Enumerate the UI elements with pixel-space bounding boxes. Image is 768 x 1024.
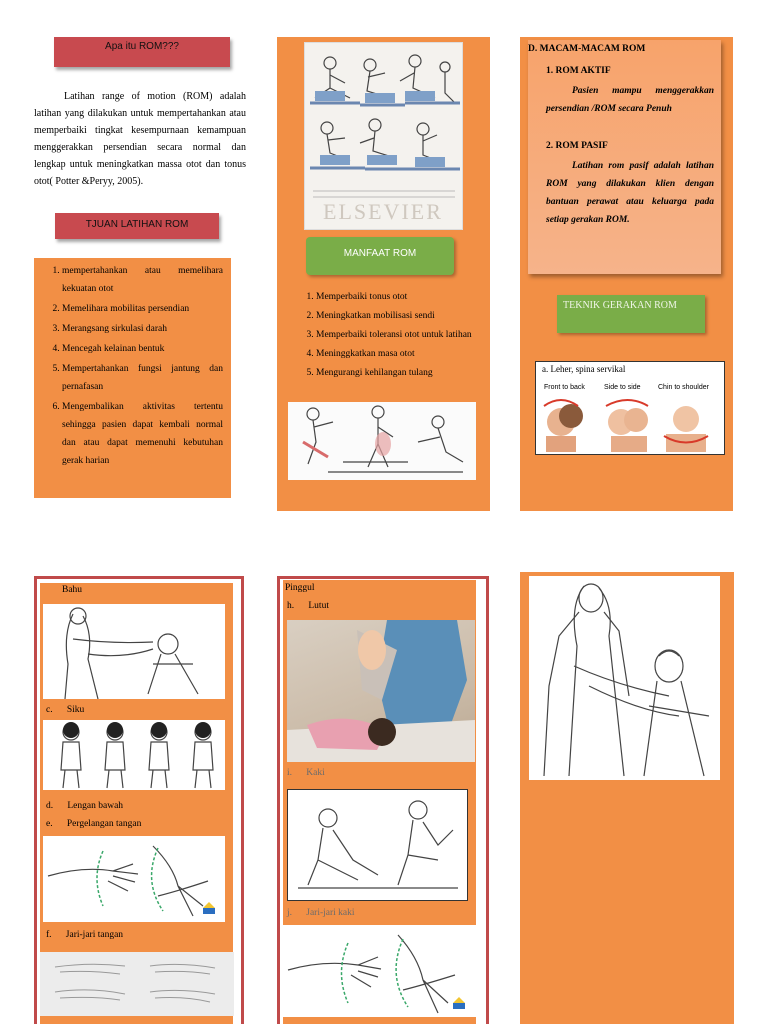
title-box-manfaat <box>306 237 454 275</box>
list-item: 5. Mempertahankan fungsi jantung dan pernafasan <box>62 360 223 396</box>
title-box-tujuan <box>55 213 219 239</box>
list-item: 6. Mengembalikan aktivitas tertentu sehingga pasien dapat kembali normal dan atau dapat memenuhi kebutuhan gerak harian <box>62 398 223 470</box>
list-item: 3. Merangsang sirkulasi darah <box>62 320 223 338</box>
rom-pasif-title: 2. ROM PASIF <box>546 141 608 151</box>
leher-label: a. Leher, spina servikal <box>542 364 626 374</box>
lutut-photo <box>287 620 475 762</box>
jari-kaki-illustration <box>283 925 476 1017</box>
rom-definition-text: Latihan range of motion (ROM) adalah latihan yang dilakukan untuk mempertahankan atau memperbaiki tingkat kesempurnaan kemampuan menggerakkan persendian secara normal dan lengkap untuk meningkatkan massa otot dan tonus otot( Potter &Peryy, 2005). <box>34 91 246 187</box>
list-item: 1. mempertahankan atau memelihara kekuatan otot <box>62 262 223 298</box>
manfaat-title: MANFAAT ROM <box>343 248 417 259</box>
rom-aktif-text: Pasien mampu menggerakkan persendian /ROM secara Penuh <box>546 86 714 114</box>
tujuan-title: TJUAN LATIHAN ROM <box>85 219 189 230</box>
knee-exercise-photo <box>287 620 475 762</box>
bahu-label: Bahu <box>62 585 83 595</box>
title-box-teknik <box>557 295 705 333</box>
list-item: 4. Meninggkatkan masa otot <box>316 346 516 363</box>
lengan-bawah-label: d. Lengan bawah <box>46 801 124 811</box>
caption-chin-to-shoulder: Chin to shoulder <box>658 384 709 391</box>
apa-itu-rom-title: Apa itu ROM??? <box>105 41 179 52</box>
finger-exercise-image <box>40 952 234 1016</box>
kaki-label: i. Kaki <box>287 768 325 778</box>
pinggul-label: Pinggul <box>285 583 315 593</box>
neck-exercise-image <box>536 394 724 454</box>
tujuan-list <box>42 262 223 470</box>
pergelangan-illustration <box>43 836 225 922</box>
list-item: 3. Memperbaiki toleransi otot untuk latihan <box>316 327 516 344</box>
siku-label: c. Siku <box>46 705 85 715</box>
elsevier-watermark: ELSEVIER <box>323 199 443 224</box>
title-box-apa-itu-rom <box>54 37 230 67</box>
nurse-patient-illustration <box>529 576 720 780</box>
list-item: 2. Meningkatkan mobilisasi sendi <box>316 308 516 325</box>
wrist-exercise-image <box>43 836 225 922</box>
bahu-illustration <box>43 604 225 699</box>
shoulder-exercise-image <box>43 604 225 699</box>
jari-kaki-label: j. Jari-jari kaki <box>287 908 355 918</box>
therapy-figures-image <box>288 402 476 480</box>
list-item: 4. Mencegah kelainan bentuk <box>62 340 223 358</box>
kaki-illustration <box>287 789 468 901</box>
tujuan-list-box <box>34 258 231 498</box>
shoulder-photo-large <box>529 576 720 780</box>
elbow-exercise-image <box>43 720 225 790</box>
foot-exercise-image <box>288 790 467 900</box>
manfaat-illustration <box>288 402 476 480</box>
list-item: 5. Mengurangi kehilangan tulang <box>316 365 516 382</box>
macam-rom-heading: D. MACAM-MACAM ROM <box>528 44 646 54</box>
lutut-label: h. Lutut <box>287 601 329 611</box>
macam-rom-box <box>528 40 721 274</box>
siku-illustration <box>43 720 225 790</box>
toe-exercise-image <box>283 925 476 1017</box>
jari-tangan-illustration <box>40 952 234 1016</box>
pergelangan-label: e. Pergelangan tangan <box>46 819 142 829</box>
list-item: 2. Memelihara mobilitas persendian <box>62 300 223 318</box>
caption-front-to-back: Front to back <box>544 384 585 391</box>
leher-illustration-box <box>535 361 725 455</box>
rom-aktif-title: 1. ROM AKTIF <box>546 66 611 76</box>
jari-tangan-label: f. Jari-jari tangan <box>46 930 124 940</box>
list-item: 1. Memperbaiki tonus otot <box>316 289 516 306</box>
caption-side-to-side: Side to side <box>604 384 641 391</box>
rom-pasif-text: Latihan rom pasif adalah latihan ROM yang dilakukan klien dengan bantuan perawat atau keluarga pada setiap gerakan ROM. <box>546 161 714 225</box>
teknik-title: TEKNIK GERAKAN ROM <box>563 300 677 311</box>
manfaat-list <box>280 289 516 384</box>
exercise-figures-image <box>305 43 462 229</box>
rom-exercise-illustration <box>304 42 463 230</box>
